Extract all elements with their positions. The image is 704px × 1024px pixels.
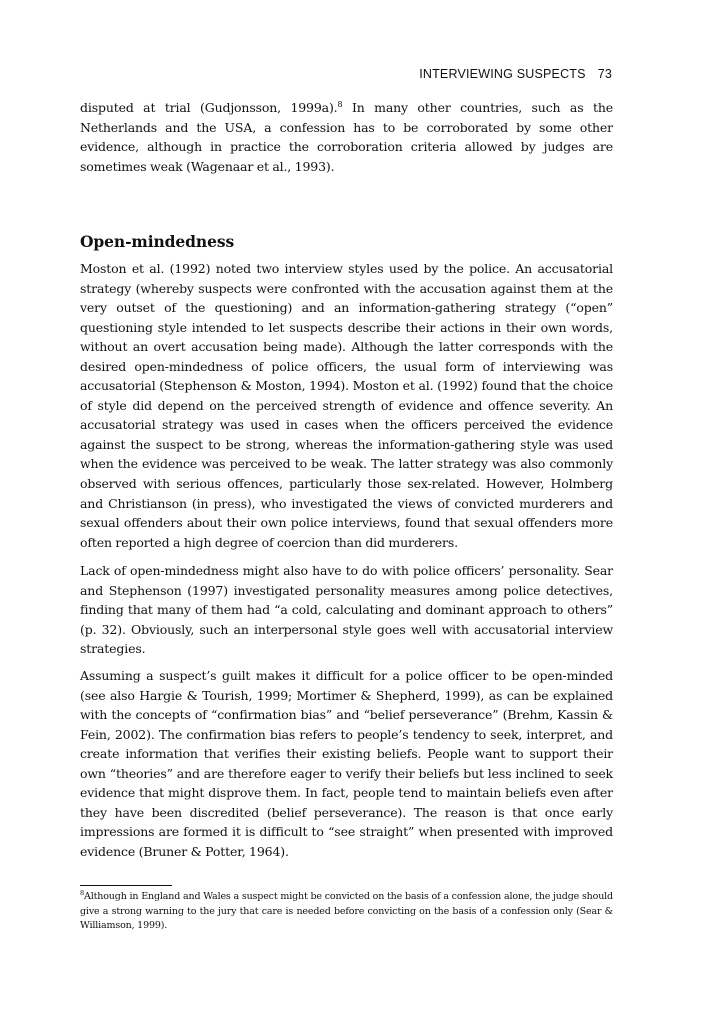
footnote-divider: [80, 885, 172, 886]
intro-text-before-note: disputed at trial (Gudjonsson, 1999a).: [80, 100, 338, 115]
page-number: 73: [597, 67, 612, 81]
body-paragraph: Lack of open-mindedness might also have to do with police officers’ personality. Sear and Stephenson (1997) investigated personality measures among police detectives, finding that many of them had “a cold, calculating and dominant approach to others” (p. 32). Obviously, such an interpersonal style goes well with accusatorial interview strategies.: [80, 563, 613, 657]
footnote-marker: 8: [80, 888, 84, 897]
footnote: [80, 890, 613, 934]
footnote-text: Although in England and Wales a suspect might be convicted on the basis of a confession alone, the judge should give a strong warning to the jury that care is needed before convicting on the basis of a confession only (Sear & Williamson, 1999).: [80, 891, 613, 931]
intro-text-after-note: In many other countries, such as the Netherlands and the USA, a confession has to be corroborated by some other evidence, although in practice the corroboration criteria allowed by judges are sometimes weak (Wagenaar et al., 1993).: [80, 100, 613, 174]
body-paragraph: Assuming a suspect’s guilt makes it difficult for a police officer to be open-minded (see also Hargie & Tourish, 1999; Mortimer & Shepherd, 1999), as can be explained with the concepts of “confirmation bias” and “belief perseverance” (Brehm, Kassin & Fein, 2002). The confirmation bias refers to people’s tendency to seek, interpret, and create information that verifies their existing beliefs. People want to support their own “theories” and are therefore eager to verify their beliefs but less inclined to seek evidence that might disprove them. In fact, people tend to maintain beliefs even after they have been discredited (belief perseverance). The reason is that once early impressions are formed it is difficult to “see straight” when presented with improved evidence (Bruner & Potter, 1964).: [80, 668, 613, 859]
running-head: [419, 67, 612, 81]
body-paragraph: Moston et al. (1992) noted two interview styles used by the police. An accusatorial strategy (whereby suspects were confronted with the accusation against them at the very outset of the questioning) and an information-gathering strategy (“open” questioning style intended to let suspects describe their actions in their own words, without an overt accusation being made). Although the latter corresponds with the desired open-mindedness of police officers, the usual form of interviewing was accusatorial (Stephenson & Moston, 1994). Moston et al. (1992) found that the choice of style did depend on the perceived strength of evidence and offence severity. An accusatorial strategy was used in cases when the officers perceived the evidence against the suspect to be strong, whereas the information-gathering style was used when the evidence was perceived to be weak. The latter strategy was also commonly observed with serious offences, particularly those sex-related. However, Holmberg and Christianson (in press), who investigated the views of convicted murderers and sexual offenders about their own police interviews, found that sexual offenders more often reported a high degree of coercion than did murderers.: [80, 261, 613, 550]
section-heading: Open-mindedness: [80, 232, 235, 251]
footnote-reference-marker: 8: [337, 99, 343, 109]
running-head-title: INTERVIEWING SUSPECTS: [419, 67, 586, 81]
intro-paragraph: [80, 98, 613, 176]
